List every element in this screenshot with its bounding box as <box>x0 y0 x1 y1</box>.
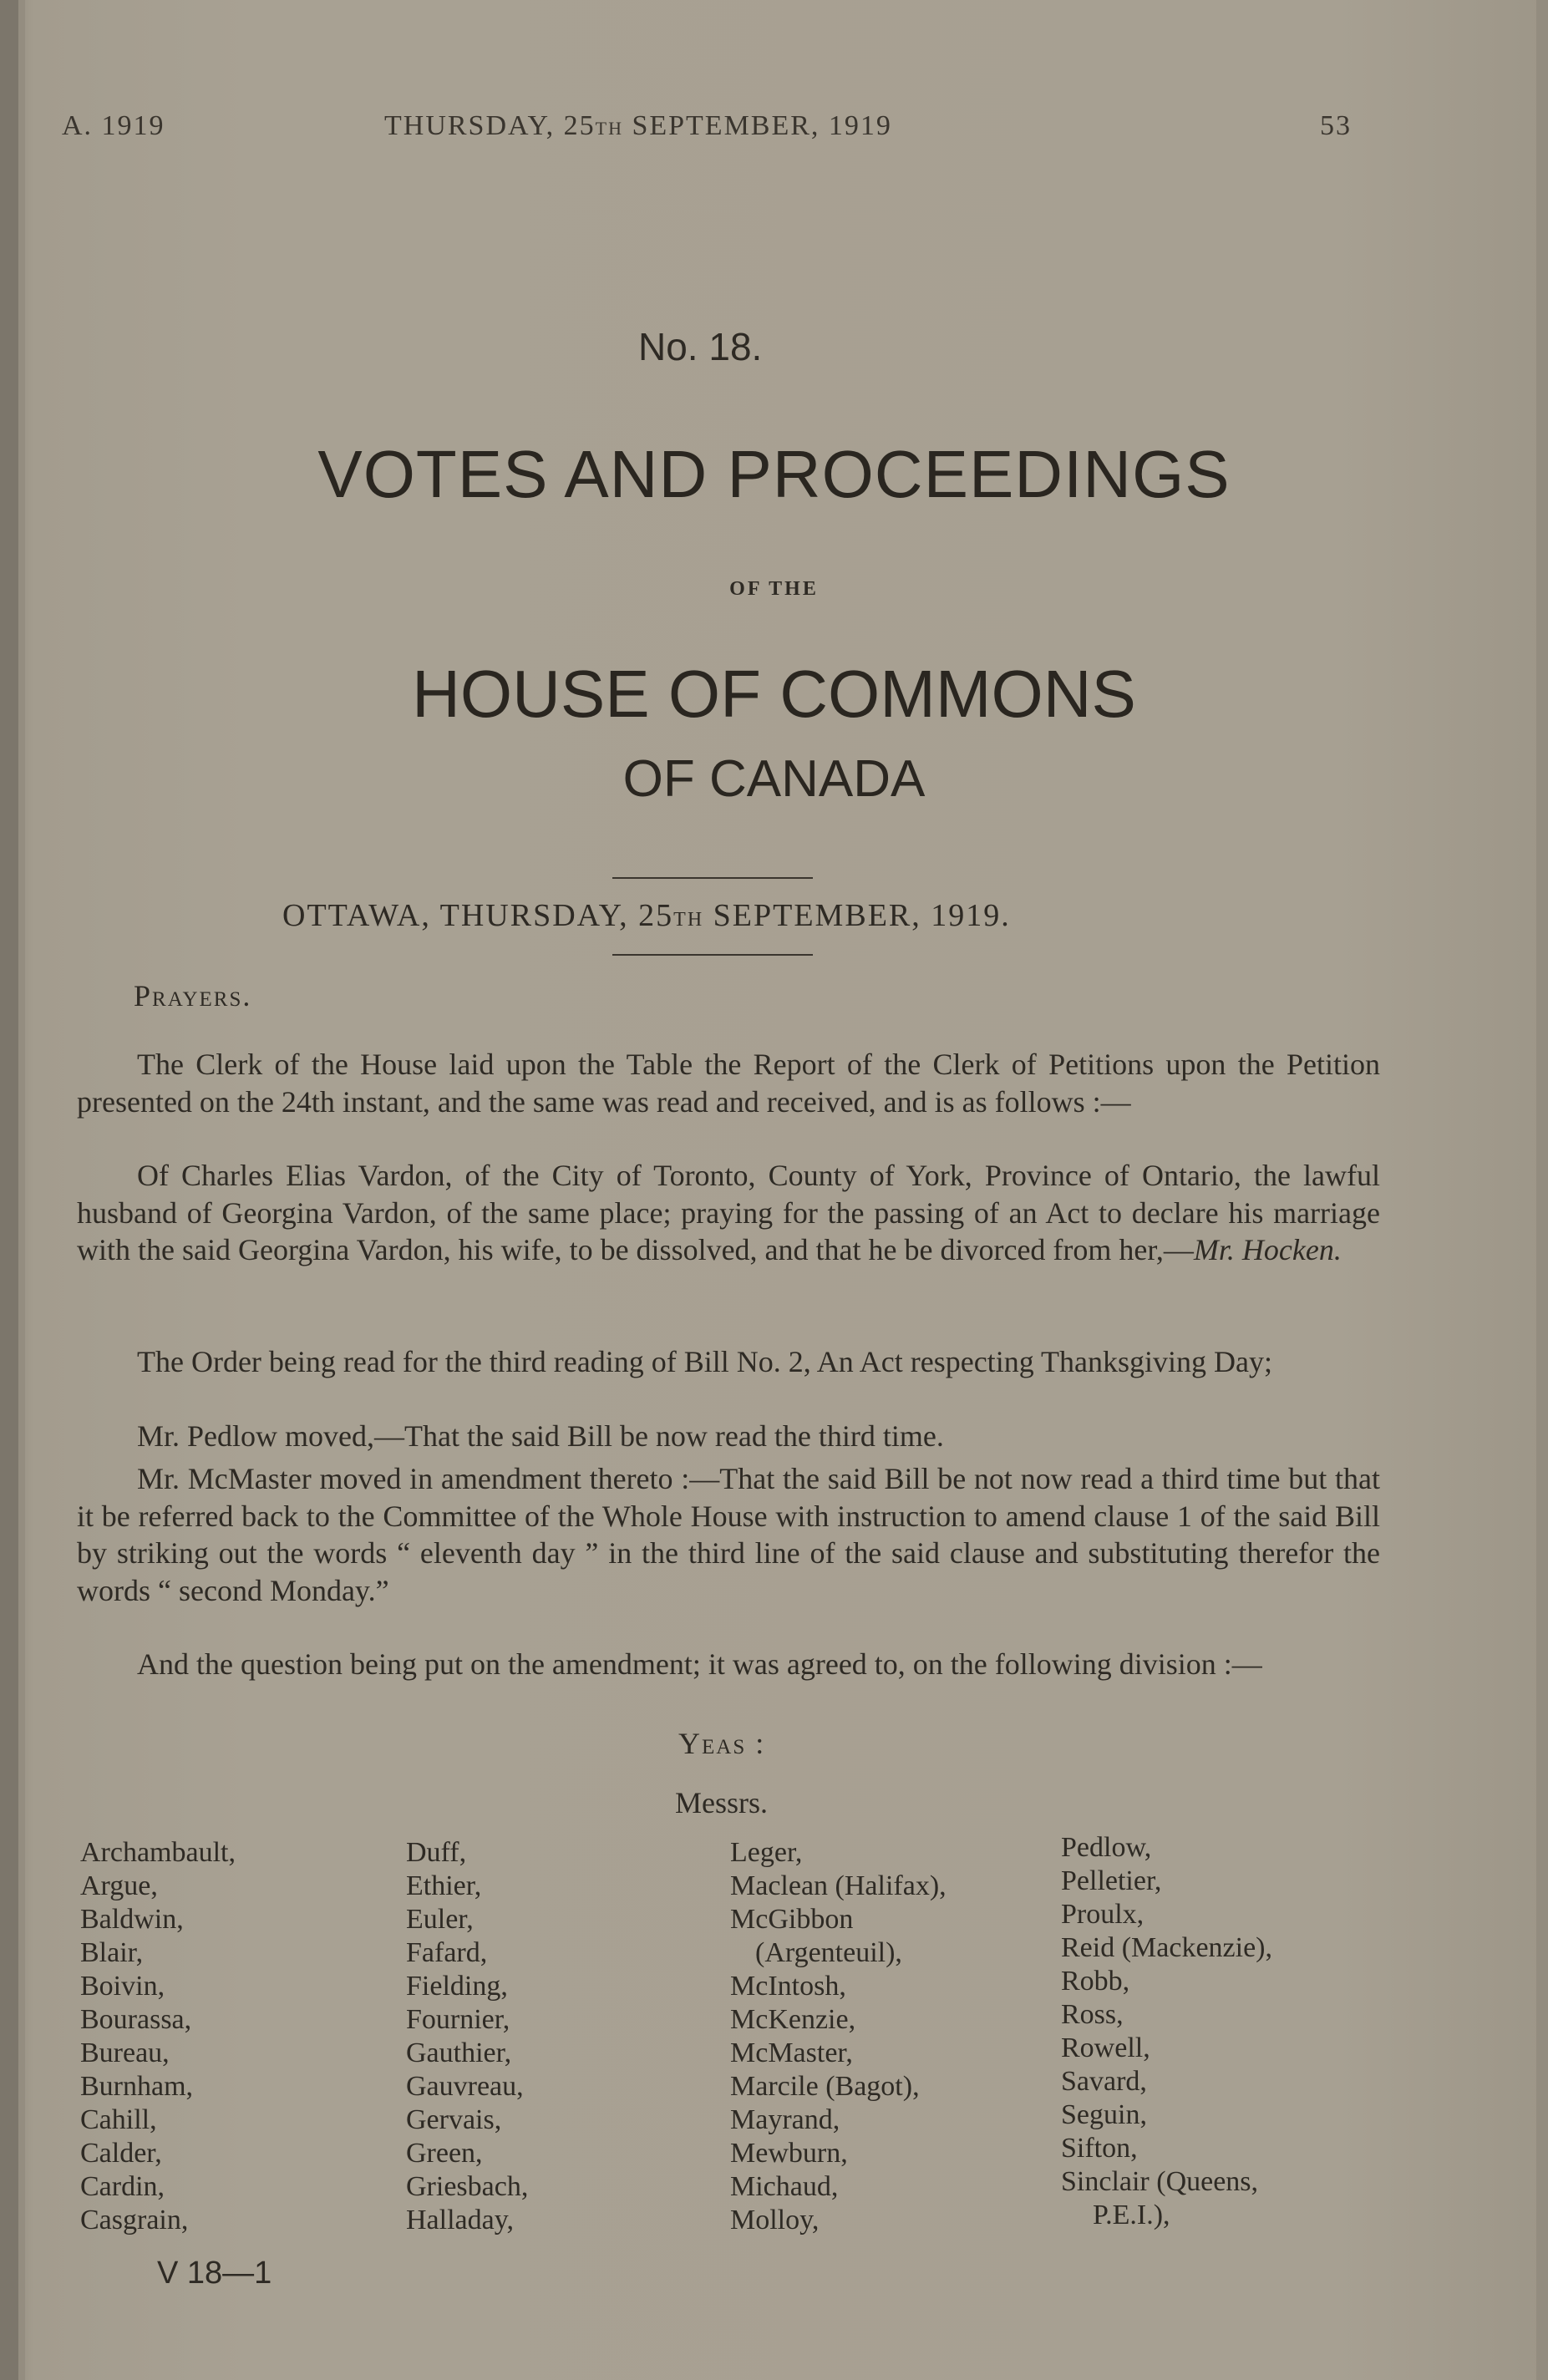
member-name: Argue, <box>80 1870 158 1901</box>
member-name: Bourassa, <box>80 2004 192 2035</box>
member-name: Archambault, <box>80 1837 236 1868</box>
member-name: McMaster, <box>730 2037 853 2068</box>
member-name: Ethier, <box>406 1870 482 1901</box>
member-name: Gauvreau, <box>406 2071 524 2102</box>
member-name: Gervais, <box>406 2104 502 2135</box>
header-year: A. 1919 <box>62 110 165 141</box>
member-name: McGibbon <box>730 1904 854 1935</box>
title-of-the: OF THE <box>729 578 819 600</box>
member-name: Reid (Mackenzie), <box>1061 1932 1272 1963</box>
member-name: Euler, <box>406 1904 474 1935</box>
member-name: Cahill, <box>80 2104 157 2135</box>
member-name: Duff, <box>406 1837 467 1868</box>
member-name: Gauthier, <box>406 2037 512 2068</box>
member-name: Calder, <box>80 2138 162 2169</box>
member-name: Sifton, <box>1061 2133 1138 2164</box>
paragraph-question: And the question being put on the amendment; it was agreed to, on the following division :— <box>137 1647 1262 1681</box>
member-name: (Argenteuil), <box>755 1937 902 1968</box>
house-title: HOUSE OF COMMONS <box>412 657 1136 731</box>
member-name: Green, <box>406 2138 483 2169</box>
yeas-column-2 <box>406 1836 528 2237</box>
member-name: Mayrand, <box>730 2104 840 2135</box>
messrs-label: Messrs. <box>675 1786 769 1819</box>
yeas-column-4 <box>1061 1831 1272 2232</box>
member-name: Griesbach, <box>406 2171 529 2202</box>
member-name: Maclean (Halifax), <box>730 1870 947 1901</box>
paragraph-amendment: Mr. McMaster moved in amendment thereto :—That the said Bill be not now read a third time but that it be referred back to the Committee of the Whole House with instruction to amend clause 1 of the said Bill by striking out the words “ eleventh day ” in the third line of the said clause and substituting therefor the words “ second Monday.” <box>77 1462 1380 1607</box>
member-name: Casgrain, <box>80 2205 189 2235</box>
yeas-column-1 <box>80 1836 236 2237</box>
member-name: Pelletier, <box>1061 1865 1162 1896</box>
member-name: Fournier, <box>406 2004 510 2035</box>
document-title: VOTES AND PROCEEDINGS <box>317 437 1231 511</box>
member-name: Baldwin, <box>80 1904 184 1935</box>
prayers-heading: Prayers. <box>134 979 252 1012</box>
rule-bottom <box>612 954 813 956</box>
member-name: Rowell, <box>1061 2032 1150 2063</box>
member-name: Marcile (Bagot), <box>730 2071 920 2102</box>
member-name: Pedlow, <box>1061 1832 1152 1863</box>
page-number: 53 <box>1320 110 1352 141</box>
member-name: Boivin, <box>80 1971 165 2002</box>
member-name: Seguin, <box>1061 2099 1147 2130</box>
member-name: McKenzie, <box>730 2004 856 2035</box>
member-name: Savard, <box>1061 2066 1147 2097</box>
canada-title: OF CANADA <box>622 750 926 808</box>
dateline: OTTAWA, THURSDAY, 25TH SEPTEMBER, 1919. <box>282 898 1011 933</box>
member-name: Michaud, <box>730 2171 839 2202</box>
member-name: Fafard, <box>406 1937 488 1968</box>
member-name: Fielding, <box>406 1971 508 2002</box>
member-name: Mr. Hocken. <box>1193 1233 1342 1266</box>
paragraph-clerk-report: The Clerk of the House laid upon the Table the Report of the Clerk of Petitions upon the Petition presented on the 24th instant, and the same was read and received, and is as follows :— <box>77 1048 1380 1119</box>
member-name: Mewburn, <box>730 2138 848 2169</box>
member-name: Molloy, <box>730 2205 820 2235</box>
binding-edge <box>18 0 25 2380</box>
yeas-column-3 <box>730 1836 947 2237</box>
paragraph-motion: Mr. Pedlow moved,—That the said Bill be now read the third time. <box>137 1419 944 1453</box>
printer-signature: V 18—1 <box>157 2256 272 2291</box>
paragraph-order: The Order being read for the third reading of Bill No. 2, An Act respecting Thanksgiving Day; <box>137 1345 1272 1378</box>
issue-number: No. 18. <box>638 325 763 368</box>
member-name: P.E.I.), <box>1093 2200 1170 2230</box>
paragraph-petition: Of Charles Elias Vardon, of the City of Toronto, County of York, Province of Ontario, the lawful husband of Georgina Vardon, of the same place; praying for the passing of an Act to declare his marriage with the said Georgina Vardon, his wife, to be dissolved, and that he be divorced from her,—Mr. Hocken. <box>77 1159 1380 1266</box>
yeas-heading: Yeas : <box>678 1727 766 1760</box>
member-name: Sinclair (Queens, <box>1061 2166 1259 2197</box>
binding-spine <box>0 0 18 2380</box>
member-name: McIntosh, <box>730 1971 846 2002</box>
member-name: Proulx, <box>1061 1899 1145 1930</box>
member-name: Bureau, <box>80 2037 170 2068</box>
member-name: Blair, <box>80 1937 144 1968</box>
header-date: THURSDAY, 25TH SEPTEMBER, 1919 <box>384 110 892 141</box>
member-name: Leger, <box>730 1837 803 1868</box>
member-name: Halladay, <box>406 2205 515 2235</box>
member-name: Ross, <box>1061 1999 1124 2030</box>
rule-top <box>612 877 813 879</box>
member-name: Robb, <box>1061 1966 1130 1997</box>
member-name: Cardin, <box>80 2171 165 2202</box>
member-name: Burnham, <box>80 2071 194 2102</box>
page-right-edge <box>1536 0 1548 2380</box>
